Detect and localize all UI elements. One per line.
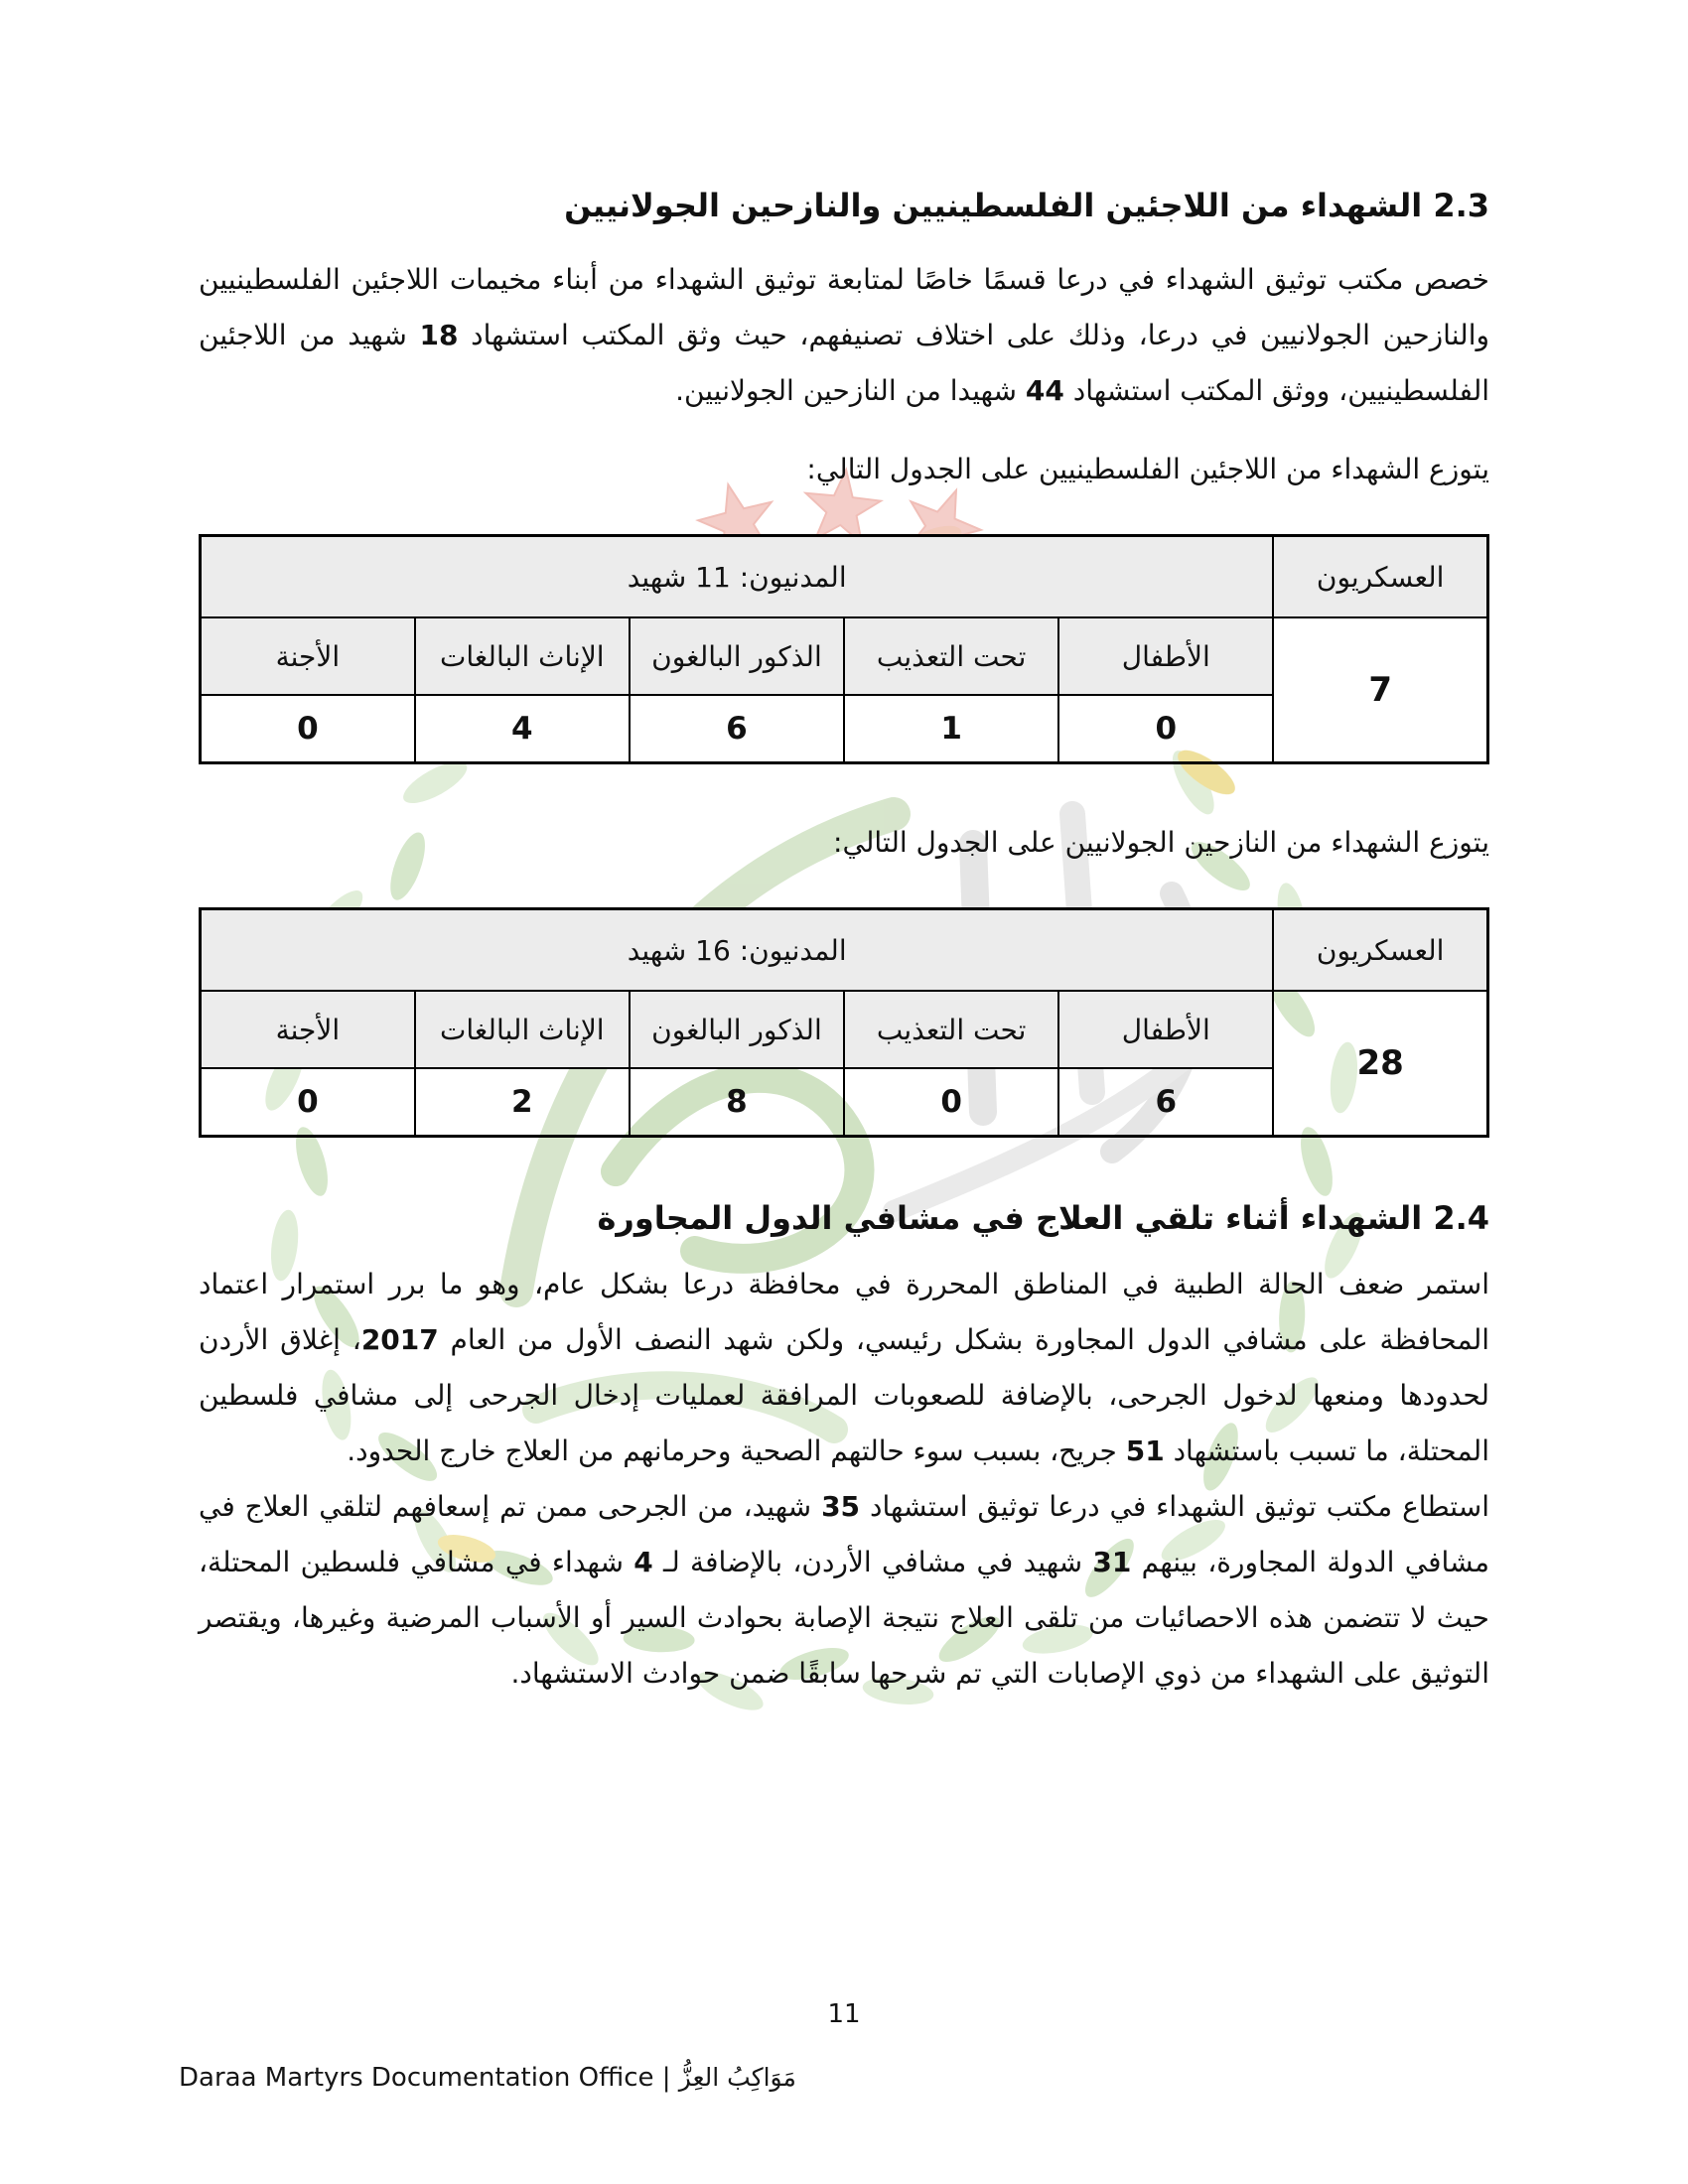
under-torture-value-cell: 0 [844, 1068, 1058, 1137]
military-header-cell: العسكريون [1273, 536, 1487, 618]
golan-martyrs-count: 44 [1025, 374, 1064, 407]
paragraph-text: استطاع مكتب توثيق الشهداء في درعا توثيق استشهاد [860, 1490, 1489, 1523]
paragraph-text: شهيد، من الجرحى ممن تم إسعافهم لتلقي العلاج في مشافي الدولة المجاورة، بينهم [199, 1490, 1489, 1578]
footer-org-name-en: Daraa Martyrs Documentation Office [179, 2063, 654, 2093]
page-content [199, 0, 1489, 1702]
paragraph-text: استمر ضعف الحالة الطبية في المناطق المحررة في محافظة درعا بشكل عام، وهو ما برر استمرار اعتماد المحافظة على مشافي الدول المجاورة بشكل رئيسي، ولكن شهد النصف الأول من العام [199, 1268, 1490, 1356]
golan-table-leadin: يتوزع الشهداء من النازحين الجولانيين على الجدول التالي: [833, 826, 1489, 859]
children-value-cell: 6 [1058, 1068, 1273, 1137]
adult-females-header-cell: الإناث البالغات [415, 617, 630, 695]
adult-males-value-cell: 8 [630, 1068, 844, 1137]
section-2-4-paragraph-b [199, 1479, 1489, 1702]
military-count-cell: 28 [1273, 991, 1487, 1137]
civilians-header-cell: المدنيون: 16 شهيد [201, 909, 1274, 992]
civilians-header-cell: المدنيون: 11 شهيد [201, 536, 1274, 618]
footer-org-name-ar: مَوَاكِبُ العِزُّ [678, 2063, 796, 2092]
treatment-martyrs-total: 35 [821, 1490, 861, 1523]
table-row [201, 909, 1488, 992]
page-number: 11 [827, 1999, 861, 2029]
adult-males-header-cell: الذكور البالغون [630, 617, 844, 695]
palestinian-table-leadin: يتوزع الشهداء من اللاجئين الفلسطينيين على الجدول التالي: [806, 453, 1489, 485]
paragraph-text: شهيد في مشافي الأردن، بالإضافة لـ [652, 1546, 1093, 1578]
under-torture-value-cell: 1 [844, 695, 1058, 763]
adult-females-value-cell: 4 [415, 695, 630, 763]
adult-females-value-cell: 2 [415, 1068, 630, 1137]
golan-displaced-table [199, 907, 1489, 1138]
children-value-cell: 0 [1058, 695, 1273, 763]
table-row [201, 991, 1488, 1068]
section-2-4-heading: 2.4 الشهداء أثناء تلقي العلاج في مشافي الدول المجاورة [597, 1199, 1489, 1237]
section-2-3-paragraph [199, 252, 1489, 419]
fetuses-header-cell: الأجنة [201, 991, 415, 1068]
paragraph-text: جريح، بسبب سوء حالتهم الصحية وحرمانهم من العلاج خارج الحدود. [347, 1434, 1126, 1467]
paragraph-text: شهداء في مشافي فلسطين المحتلة، حيث لا تتضمن هذه الاحصائيات من تلقى العلاج نتيجة الإصابة بحوادث السير أو الأسباب المرضية وغيرها، ويقتصر التوثيق على الشهداء من ذوي الإصابات التي تم شرحها سابقًا ضمن حوادث الاستشهاد. [199, 1546, 1489, 1690]
wounded-martyrs-count: 51 [1125, 1434, 1165, 1467]
section-2-3-heading: 2.3 الشهداء من اللاجئين الفلسطينيين والنازحين الجولانيين [564, 187, 1489, 224]
year-value: 2017 [360, 1323, 439, 1356]
children-header-cell: الأطفال [1058, 617, 1273, 695]
under-torture-header-cell: تحت التعذيب [844, 991, 1058, 1068]
page-footer [179, 2063, 796, 2093]
adult-females-header-cell: الإناث البالغات [415, 991, 630, 1068]
palestine-martyrs-count: 4 [633, 1546, 653, 1578]
fetuses-value-cell: 0 [201, 1068, 415, 1137]
section-2-4-paragraph-a [199, 1257, 1489, 1479]
paragraph-text: شهيد من اللاجئين الفلسطينيين، ووثق المكتب استشهاد [199, 319, 1489, 407]
table-row [201, 617, 1488, 695]
table-row [201, 536, 1488, 618]
fetuses-value-cell: 0 [201, 695, 415, 763]
under-torture-header-cell: تحت التعذيب [844, 617, 1058, 695]
footer-divider: | [661, 2063, 671, 2093]
paragraph-text: ، إغلاق الأردن لحدودها ومنعها لدخول الجرحى، بالإضافة للصعوبات المرافقة لعمليات إدخال الجرحى إلى مشافي فلسطين المحتلة، ما تسبب باستشهاد [199, 1323, 1489, 1467]
military-header-cell: العسكريون [1273, 909, 1487, 992]
adult-males-header-cell: الذكور البالغون [630, 991, 844, 1068]
paragraph-text: خصص مكتب توثيق الشهداء في درعا قسمًا خاصًا لمتابعة توثيق الشهداء من أبناء مخيمات اللاجئين الفلسطينيين والنازحين الجولانيين في درعا، وذلك على اختلاف تصنيفهم، حيث وثق المكتب استشهاد [199, 263, 1489, 351]
palestinian-refugees-table [199, 534, 1489, 764]
fetuses-header-cell: الأجنة [201, 617, 415, 695]
paragraph-text: شهيدا من النازحين الجولانيين. [675, 374, 1026, 407]
children-header-cell: الأطفال [1058, 991, 1273, 1068]
palestinian-martyrs-count: 18 [419, 319, 459, 351]
military-count-cell: 7 [1273, 617, 1487, 763]
adult-males-value-cell: 6 [630, 695, 844, 763]
jordan-martyrs-count: 31 [1092, 1546, 1132, 1578]
